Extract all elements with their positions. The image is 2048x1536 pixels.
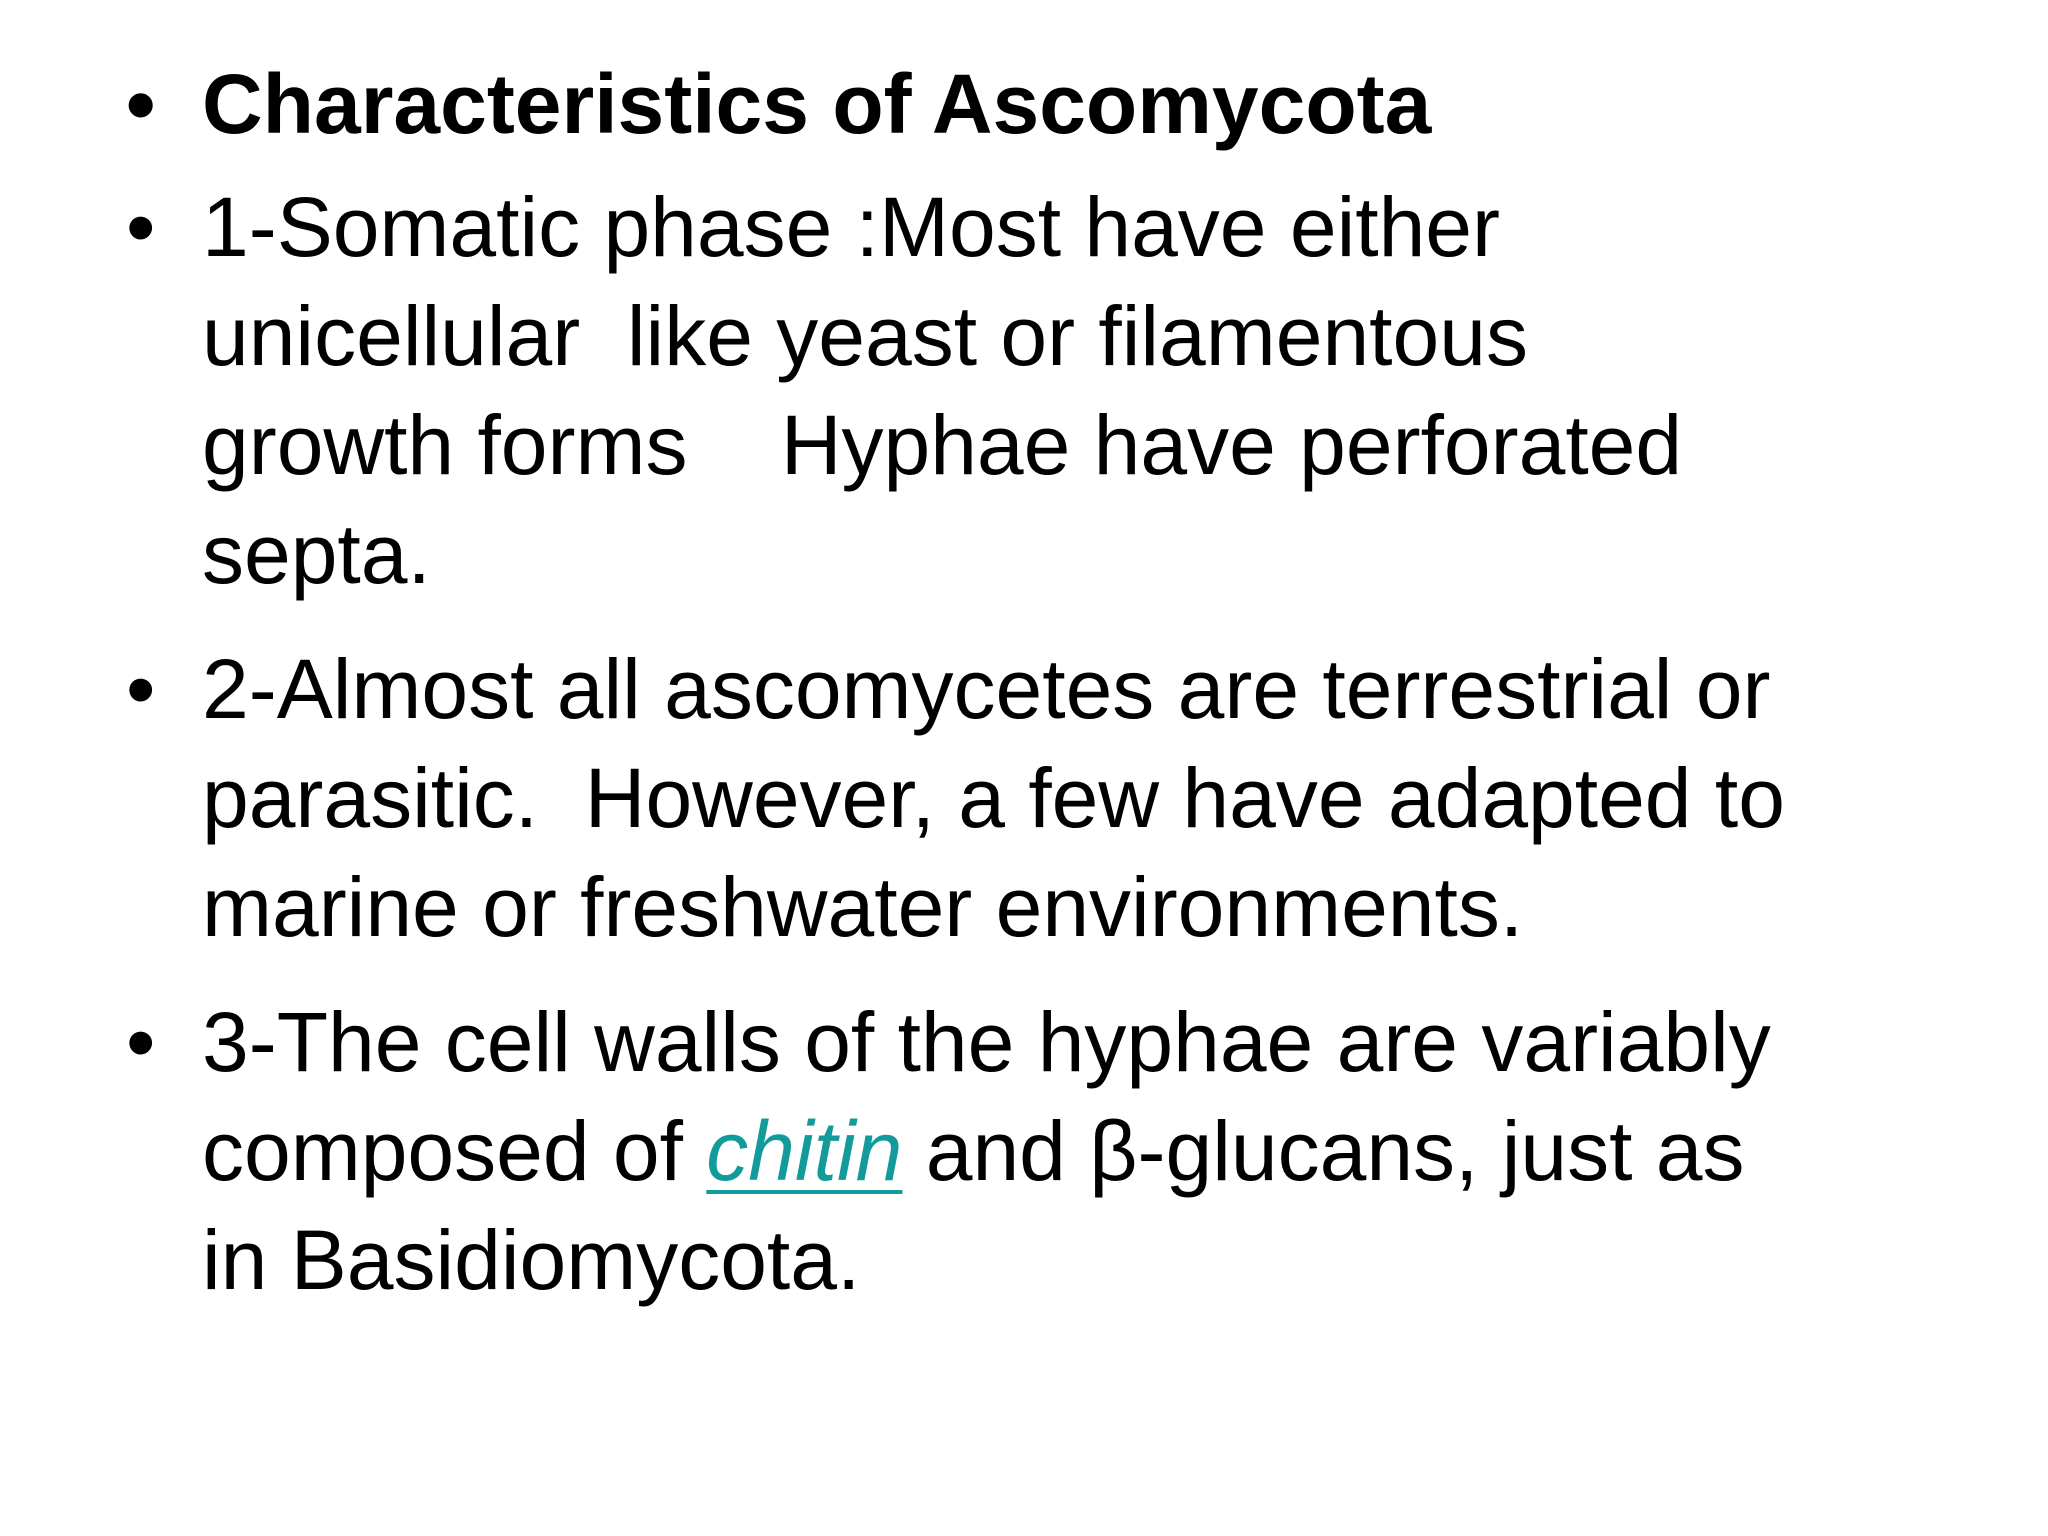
bullet-dot-icon: •	[126, 57, 156, 151]
heading-bullet	[120, 50, 1980, 159]
point-1-line-1: 1-Somatic phase :Most have either	[202, 180, 1500, 274]
point-2-line-2: parasitic. However, a few have adapted to	[202, 751, 1785, 845]
point-3-line-3: in Basidiomycota.	[202, 1213, 861, 1307]
point-1-bullet	[120, 173, 1980, 609]
point-1-line-4: septa.	[202, 507, 431, 601]
point-3-line-2-after: and β-glucans, just as	[902, 1104, 1745, 1198]
point-2-line-3: marine or freshwater environments.	[202, 860, 1524, 954]
point-3-line-2	[202, 1097, 1980, 1206]
point-1-line-3: growth forms Hyphae have perforated	[202, 398, 1683, 492]
point-3-line-1: 3-The cell walls of the hyphae are variably	[202, 995, 1771, 1089]
bullet-dot-icon: •	[126, 180, 156, 274]
point-2-bullet	[120, 635, 1980, 962]
slide-heading: Characteristics of Ascomycota	[202, 57, 1432, 151]
point-2-line-1: 2-Almost all ascomycetes are terrestrial or	[202, 642, 1771, 736]
point-1-line-2: unicellular like yeast or filamentous	[202, 289, 1528, 383]
bullet-dot-icon: •	[126, 642, 156, 736]
point-3-line-2-before: composed of	[202, 1104, 707, 1198]
bullet-list	[120, 50, 1980, 1341]
chitin-link[interactable]: chitin	[706, 1104, 903, 1198]
point-3-bullet	[120, 988, 1980, 1315]
bullet-dot-icon: •	[126, 995, 156, 1089]
